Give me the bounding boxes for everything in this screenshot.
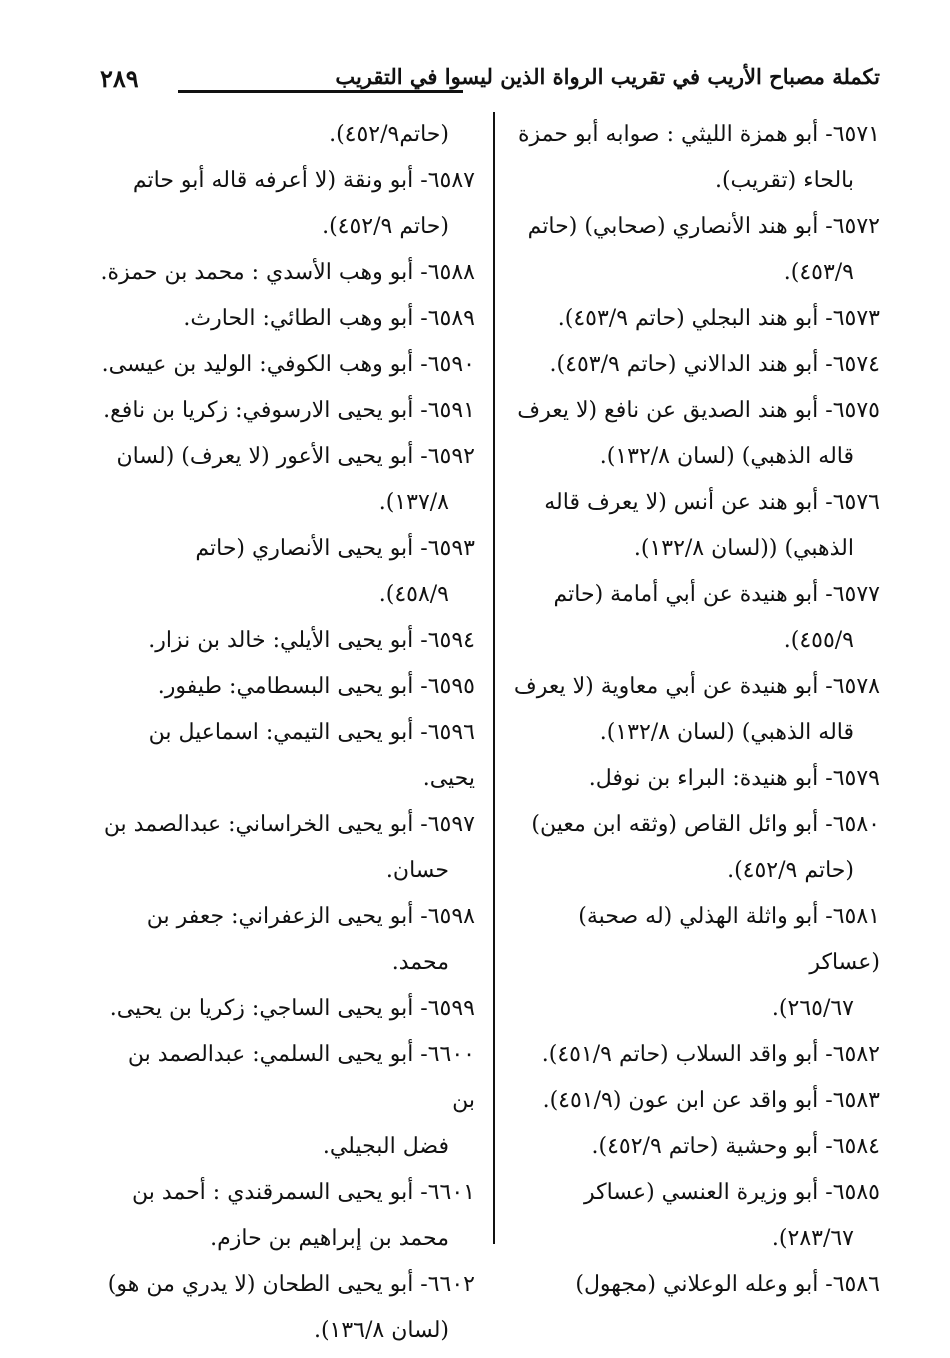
entry [100,1170,475,1262]
entry [505,204,880,296]
right-column [505,112,880,1308]
entry-line: ٦٥٩٨- أبو يحيى الزعفراني: جعفر بن [146,904,475,929]
entry-continuation: (حاتم ٤٥٢/٩). [727,858,854,883]
entry-continuation: ٤٥٥/٩). [783,628,854,653]
entry-line: ٦٥٨٤- أبو وحشية (حاتم ٤٥٢/٩). [591,1134,880,1159]
entry-line: ٦٥٩٥- أبو يحيى البسطامي: طيفور. [157,674,475,699]
entry-line: ٦٥٨١- أبو واثلة الهذلي (له صحبة) (عساكر [578,904,880,975]
entry [100,250,475,296]
entry-line: ٦٥٨٧- أبو ونقة (لا أعرفه قاله أبو حاتم [132,168,475,193]
entry-continuation: ٤٥٨/٩). [378,582,449,607]
entry [505,894,880,1032]
entry-line: ٦٥٧٨- أبو هنيدة عن أبي معاوية (لا يعرف [513,674,880,699]
entry-line: ٦٥٩٠- أبو وهب الكوفي: الوليد بن عيسى. [101,352,475,377]
entry [100,434,475,526]
entry [505,342,880,388]
entry [505,1262,880,1308]
entry-continuation: ٤٥٣/٩). [783,260,854,285]
entry [505,1032,880,1078]
entry [505,1078,880,1124]
entry-line: ٦٥٩٦- أبو يحيى التيمي: اسماعيل بن يحيى. [148,720,475,791]
entry-continuation: ٢٨٣/٦٧). [771,1226,854,1251]
entry-line: ٦٥٨٩- أبو وهب الطائي: الحارث. [183,306,475,331]
entry-line: ٦٦٠٢- أبو يحيى الطحان (لا يدري من هو) [107,1272,475,1297]
entry-continuation: ١٣٧/٨). [378,490,449,515]
entry-line: ٦٥٧٦- أبو هند عن أنس (لا يعرف قاله [544,490,880,515]
entry [505,480,880,572]
entry-continuation: (حاتم٤٥٢/٩). [329,122,449,147]
entry [100,618,475,664]
entry-line: ٦٥٧٤- أبو هند الدالاني (حاتم ٤٥٣/٩). [549,352,880,377]
entry [100,296,475,342]
entry-line: ٦٥٧١- أبو همزة الليثي : صوابه أبو حمزة [517,122,880,147]
entry-line: ٦٥٨٥- أبو وزيرة العنسي (عساكر [584,1180,880,1205]
entry [100,894,475,986]
entry [505,756,880,802]
entry-line: ٦٥٧٩- أبو هنيدة: البراء بن نوفل. [588,766,880,791]
entry-line: ٦٦٠١- أبو يحيى السمرقندي : أحمد بن [131,1180,475,1205]
entry [505,802,880,894]
entry-line: ٦٥٩٧- أبو يحيى الخراساني: عبدالصمد بن [103,812,475,837]
entry [100,986,475,1032]
entry [100,802,475,894]
entry-continuation: فضل البجيلي. [322,1134,449,1159]
entry [100,342,475,388]
running-title: تكملة مصباح الأريب في تقريب الرواة الذين ليسوا في التقريب [335,64,880,89]
entry [505,664,880,756]
entry-continuation: قاله الذهبي) (لسان ١٣٢/٨). [599,444,854,469]
entry [100,112,475,158]
entry-line: ٦٥٨٣- أبو واقد عن ابن عون (٤٥١/٩). [542,1088,880,1113]
left-column [100,112,475,1354]
column-divider [493,112,495,1244]
entry [100,526,475,618]
entry-continuation: (لسان ١٣٦/٨). [313,1318,449,1343]
entry [100,1032,475,1170]
entry-line: ٦٥٨٢- أبو واقد السلاب (حاتم ٤٥١/٩). [541,1042,880,1067]
entry-line: ٦٥٧٥- أبو هند الصديق عن نافع (لا يعرف [517,398,880,423]
entry-line: ٦٥٨٦- أبو وعله الوعلاني (مجهول) [575,1272,880,1297]
entry [505,1124,880,1170]
entry-line: ٦٥٩٩- أبو يحيى الساجي: زكريا بن يحيى. [109,996,475,1021]
entry [100,158,475,250]
entry [505,572,880,664]
entry [100,710,475,802]
entry [505,112,880,204]
entry-continuation: بالحاء (تقريب). [714,168,854,193]
entry-continuation: حسان. [385,858,449,883]
entry [100,664,475,710]
entry [505,296,880,342]
entry-line: ٦٥٩٣- أبو يحيى الأنصاري (حاتم [195,536,475,561]
entry-line: ٦٥٨٠- أبو وائل القاص (وثقه ابن معين) [531,812,880,837]
entry-line: ٦٥٨٨- أبو وهب الأسدي : محمد بن حمزة. [100,260,475,285]
entry [505,388,880,480]
entry-line: ٦٦٠٠- أبو يحيى السلمي: عبدالصمد بن بن [127,1042,475,1113]
entry-continuation: الذهبي) ((لسان ١٣٢/٨). [633,536,854,561]
entry-continuation: ٢٦٥/٦٧). [771,996,854,1021]
entry-line: ٦٥٩٢- أبو يحيى الأعور (لا يعرف) (لسان [116,444,475,469]
entry-line: ٦٥٧٣- أبو هند البجلي (حاتم ٤٥٣/٩). [557,306,880,331]
entry-line: ٦٥٧٢- أبو هند الأنصاري (صحابي) (حاتم [527,214,880,239]
header-rule [178,90,463,93]
entry-continuation: محمد. [391,950,449,975]
entry [100,1262,475,1354]
entry-line: ٦٥٩٤- أبو يحيى الأيلي: خالد بن نزار. [148,628,475,653]
entry-continuation: قاله الذهبي) (لسان ١٣٢/٨). [599,720,854,745]
entry-line: ٦٥٧٧- أبو هنيدة عن أبي أمامة (حاتم [553,582,880,607]
entry-continuation: محمد بن إبراهيم بن حازم. [210,1226,449,1251]
page-number: ٢٨٩ [100,64,139,93]
entry [100,388,475,434]
entry-line: ٦٥٩١- أبو يحيى الارسوفي: زكريا بن نافع. [103,398,475,423]
entry-continuation: (حاتم ٤٥٢/٩). [322,214,449,239]
entry [505,1170,880,1262]
